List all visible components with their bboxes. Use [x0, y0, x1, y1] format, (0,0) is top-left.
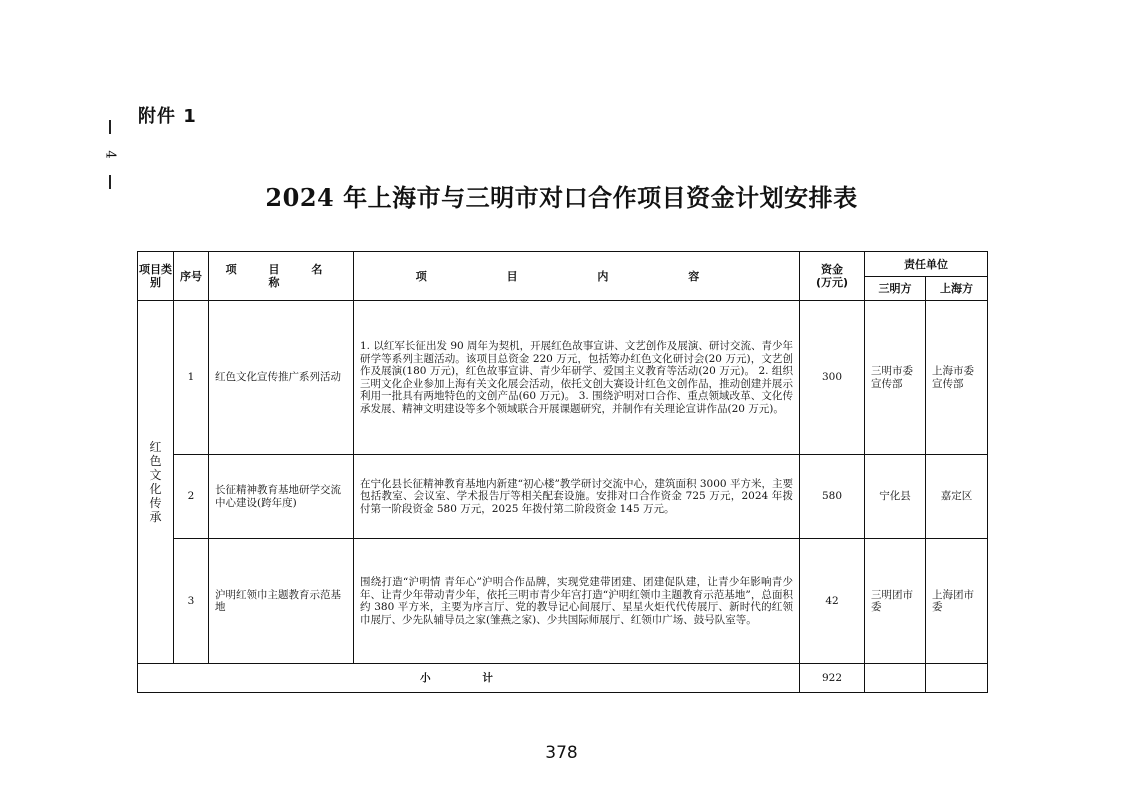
page-title: 2024 年上海市与三明市对口合作项目资金计划安排表	[265, 183, 858, 212]
row-funds: 580	[800, 455, 865, 539]
table-row	[138, 301, 988, 455]
subtotal-empty-sanming	[865, 664, 926, 693]
row-seq: 3	[174, 539, 209, 664]
row-name: 长征精神教育基地研学交流中心建设(跨年度)	[209, 455, 354, 539]
category-label: 红色文化传承	[149, 440, 162, 524]
side-page-number: 4	[102, 150, 118, 159]
header-content: 项 目 内 容	[354, 252, 800, 301]
row-shanghai-unit: 上海市委宣传部	[926, 301, 988, 455]
page-number: 378	[545, 743, 578, 763]
header-funds	[800, 252, 865, 301]
subtotal-row	[138, 664, 988, 693]
row-shanghai-unit: 嘉定区	[926, 455, 988, 539]
row-name: 沪明红领巾主题教育示范基地	[209, 539, 354, 664]
subtotal-empty-shanghai	[926, 664, 988, 693]
subtotal-value: 922	[800, 664, 865, 693]
attachment-label: 附件 1	[138, 106, 197, 127]
row-seq: 1	[174, 301, 209, 455]
header-name: 项 目 名 称	[209, 252, 354, 301]
header-sanming: 三明方	[865, 277, 926, 301]
row-sanming-unit: 三明团市委	[865, 539, 926, 664]
row-sanming-unit: 三明市委宣传部	[865, 301, 926, 455]
row-content: 在宁化县长征精神教育基地内新建“初心楼”教学研讨交流中心，建筑面积 3000 平方米，主要包括教室、会议室、学术报告厅等相关配套设施。安排对口合作资金 725 万元，2024 年拨付第一阶段资金 580 万元，2025 年拨付第二阶段资金 145 万元。	[354, 455, 800, 539]
row-funds: 300	[800, 301, 865, 455]
header-category: 项目类别	[138, 252, 174, 301]
side-dash-top	[109, 120, 111, 134]
category-cell	[138, 301, 174, 664]
row-content: 1. 以红军长征出发 90 周年为契机，开展红色故事宣讲、文艺创作及展演、研讨交流、青少年研学等系列主题活动。该项目总资金 220 万元，包括筹办红色文化研讨会(20 万元)，文艺创作及展演(180 万元)，红色故事宣讲、青少年研学、爱国主义教育等活动(20 万元)。 2. 组织三明文化企业参加上海有关文化展会活动，依托文创大赛设计红色文创作品，推动创建并展示利用一批具有两地特色的文创产品(60 万元)。 3. 围绕沪明对口合作、重点领域改革、文化传承发展、精神文明建设等多个领域联合开展课题研究，并制作有关理论宣讲作品(20 万元)。	[354, 301, 800, 455]
row-name: 红色文化宣传推广系列活动	[209, 301, 354, 455]
header-shanghai: 上海方	[926, 277, 988, 301]
header-funds-unit: (万元)	[815, 276, 849, 289]
row-seq: 2	[174, 455, 209, 539]
row-funds: 42	[800, 539, 865, 664]
header-responsible: 责任单位	[865, 252, 988, 277]
row-sanming-unit: 宁化县	[865, 455, 926, 539]
row-shanghai-unit: 上海团市委	[926, 539, 988, 664]
row-content: 围绕打造“沪明情 青年心”沪明合作品牌，实现党建带团建、团建促队建，让青少年影响青少年、让青少年带动青少年，依托三明市青少年宫打造“沪明红领巾主题教育示范基地”，总面积约 380 平方米，主要为序言厅、党的教导记心间展厅、星星火炬代代传展厅、新时代的红领巾展厅、少先队辅导员之家(雏燕之家)、少共国际师展厅、红领巾广场、鼓号队室等。	[354, 539, 800, 664]
table-row	[138, 539, 988, 664]
header-funds-label: 资金	[821, 263, 843, 276]
subtotal-label: 小 计	[138, 664, 800, 693]
funding-plan-table	[137, 251, 988, 693]
header-seq: 序号	[174, 252, 209, 301]
table-row	[138, 455, 988, 539]
